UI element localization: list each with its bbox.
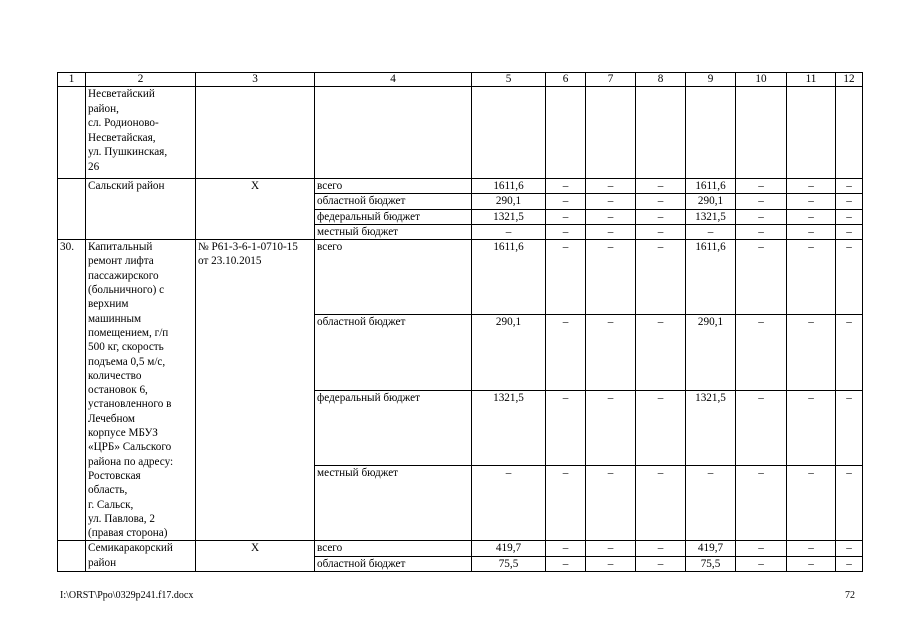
value-col-12: – [836, 240, 863, 315]
col-header: 10 [736, 73, 787, 87]
col-header: 4 [315, 73, 472, 87]
value-col-11: – [787, 224, 836, 239]
value-col-8: – [636, 179, 686, 194]
value-col-6: – [546, 556, 586, 571]
table-row [58, 240, 863, 315]
value-col-8: – [636, 541, 686, 556]
district-address-cell: Несветайский район, сл. Родионово- Несветайская, ул. Пушкинская, 26 [86, 87, 196, 179]
value-col-11: – [787, 240, 836, 315]
value-col-11: – [787, 315, 836, 390]
value-col-9: 290,1 [686, 194, 736, 209]
value-col-5: 1321,5 [472, 209, 546, 224]
value-col-8: – [636, 315, 686, 390]
empty-cell [58, 179, 86, 240]
empty-cell [58, 541, 86, 572]
value-col-12: – [836, 541, 863, 556]
col-header: 12 [836, 73, 863, 87]
page-number: 72 [845, 590, 855, 601]
value-col-8: – [636, 466, 686, 541]
value-col-11: – [787, 209, 836, 224]
value-col-10: – [736, 209, 787, 224]
item-number: 30. [58, 240, 86, 541]
value-col-8: – [636, 556, 686, 571]
value-col-5: 1321,5 [472, 390, 546, 465]
value-col-6: – [546, 224, 586, 239]
value-col-10: – [736, 390, 787, 465]
funding-source: федеральный бюджет [315, 209, 472, 224]
value-col-7: – [586, 240, 636, 315]
funding-source: всего [315, 179, 472, 194]
value-col-11: – [787, 179, 836, 194]
value-col-12: – [836, 224, 863, 239]
col-header: 3 [196, 73, 315, 87]
value-col-5: 290,1 [472, 194, 546, 209]
value-col-9: 1611,6 [686, 240, 736, 315]
value-col-5: 1611,6 [472, 179, 546, 194]
col-header: 6 [546, 73, 586, 87]
col-header: 5 [472, 73, 546, 87]
table-row [58, 179, 863, 194]
value-col-9: – [686, 224, 736, 239]
value-col-12: – [836, 556, 863, 571]
value-col-11: – [787, 390, 836, 465]
value-col-12: – [836, 179, 863, 194]
funding-source: всего [315, 240, 472, 315]
funding-source: областной бюджет [315, 556, 472, 571]
value-col-12: – [836, 466, 863, 541]
value-col-12: – [836, 194, 863, 209]
funding-source: местный бюджет [315, 224, 472, 239]
value-col-7: – [586, 315, 636, 390]
value-col-8: – [636, 224, 686, 239]
file-path: I:\ORST\Ppo\0329p241.f17.docx [60, 590, 194, 601]
value-col-8: – [636, 194, 686, 209]
document-number: № Р61-3-6-1-0710-15 от 23.10.2015 [196, 240, 315, 541]
funding-source: всего [315, 541, 472, 556]
funding-source: местный бюджет [315, 466, 472, 541]
value-col-10: – [736, 466, 787, 541]
value-col-5: 1611,6 [472, 240, 546, 315]
value-col-7: – [586, 224, 636, 239]
value-col-6: – [546, 209, 586, 224]
value-col-10: – [736, 556, 787, 571]
value-col-6: – [546, 179, 586, 194]
value-col-5: 290,1 [472, 315, 546, 390]
col-header: 1 [58, 73, 86, 87]
funding-source: федеральный бюджет [315, 390, 472, 465]
table-row [58, 87, 863, 179]
value-col-8: – [636, 209, 686, 224]
value-col-5: – [472, 224, 546, 239]
value-col-11: – [787, 194, 836, 209]
funding-source: областной бюджет [315, 194, 472, 209]
value-col-10: – [736, 315, 787, 390]
col-header: 8 [636, 73, 686, 87]
value-col-6: – [546, 315, 586, 390]
value-col-11: – [787, 466, 836, 541]
value-col-8: – [636, 390, 686, 465]
value-col-10: – [736, 179, 787, 194]
value-col-5: – [472, 466, 546, 541]
value-col-12: – [836, 315, 863, 390]
value-col-10: – [736, 541, 787, 556]
value-col-9: 1321,5 [686, 390, 736, 465]
value-col-6: – [546, 194, 586, 209]
document-mark: Х [196, 179, 315, 240]
value-col-9: 1321,5 [686, 209, 736, 224]
col-header: 9 [686, 73, 736, 87]
value-col-9: 1611,6 [686, 179, 736, 194]
value-col-8: – [636, 240, 686, 315]
value-col-7: – [586, 541, 636, 556]
value-col-6: – [546, 390, 586, 465]
value-col-11: – [787, 541, 836, 556]
funding-source: областной бюджет [315, 315, 472, 390]
value-col-11: – [787, 556, 836, 571]
district-name: Сальский район [86, 179, 196, 240]
col-header: 2 [86, 73, 196, 87]
table-row [58, 541, 863, 556]
budget-table [57, 72, 863, 572]
value-col-12: – [836, 209, 863, 224]
value-col-5: 419,7 [472, 541, 546, 556]
item-description: Капитальный ремонт лифта пассажирского (больничного) с верхним машинным помещением, г/п 500 кг, скорость подъема 0,5 м/с, количество остановок 6, установленного в Лечебном корпусе МБУЗ «ЦРБ» Сальского района по адресу: Ростовская область, г. Сальск, ул. Павлова, 2 (правая сторона) [86, 240, 196, 541]
value-col-7: – [586, 209, 636, 224]
col-header: 7 [586, 73, 636, 87]
value-col-9: 75,5 [686, 556, 736, 571]
value-col-10: – [736, 224, 787, 239]
district-name: Семикаракорский район [86, 541, 196, 572]
value-col-7: – [586, 179, 636, 194]
value-col-6: – [546, 240, 586, 315]
value-col-10: – [736, 240, 787, 315]
value-col-6: – [546, 541, 586, 556]
value-col-9: – [686, 466, 736, 541]
value-col-5: 75,5 [472, 556, 546, 571]
value-col-7: – [586, 194, 636, 209]
value-col-12: – [836, 390, 863, 465]
value-col-10: – [736, 194, 787, 209]
value-col-7: – [586, 556, 636, 571]
value-col-7: – [586, 466, 636, 541]
value-col-9: 419,7 [686, 541, 736, 556]
column-number-row [58, 73, 863, 87]
col-header: 11 [787, 73, 836, 87]
value-col-9: 290,1 [686, 315, 736, 390]
document-mark: Х [196, 541, 315, 572]
value-col-6: – [546, 466, 586, 541]
value-col-7: – [586, 390, 636, 465]
